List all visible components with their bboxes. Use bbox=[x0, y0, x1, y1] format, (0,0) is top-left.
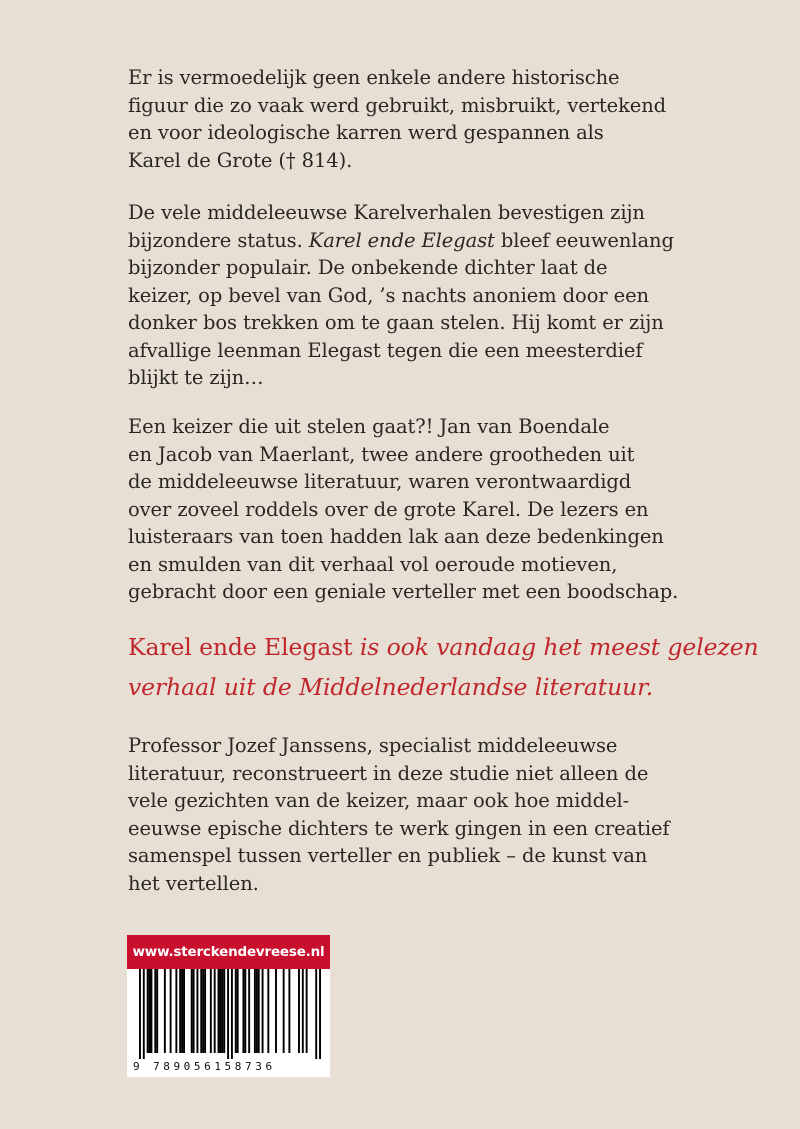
barcode-bar bbox=[223, 969, 225, 1053]
book-title-italic: Karel ende Elegast bbox=[308, 228, 495, 252]
text-segment: bleef eeuwenlang bbox=[494, 228, 674, 252]
barcode-bar bbox=[210, 969, 212, 1053]
barcode-label bbox=[127, 935, 330, 1077]
barcode-bar bbox=[179, 969, 181, 1053]
barcode-bar bbox=[319, 969, 321, 1059]
highlight-book-title: Karel ende Elegast bbox=[128, 633, 353, 661]
barcode-bar bbox=[156, 969, 158, 1053]
barcode-bar bbox=[164, 969, 166, 1053]
barcode-bar bbox=[227, 969, 229, 1059]
text-line: De vele middeleeuwse Karelverhalen bevestigen zijn bbox=[128, 201, 645, 224]
barcode-bars bbox=[139, 969, 321, 1059]
text-line: figuur die zo vaak werd gebruikt, misbruikt, vertekend bbox=[128, 93, 667, 117]
barcode-bar bbox=[306, 969, 308, 1053]
text-line: bijzonder populair. De onbekende dichter laat de bbox=[128, 256, 608, 279]
barcode-bar bbox=[196, 969, 198, 1053]
barcode-bar bbox=[139, 969, 141, 1059]
barcode-bar bbox=[183, 969, 185, 1053]
barcode-bar bbox=[181, 969, 183, 1053]
barcode-bar bbox=[288, 969, 290, 1053]
text-line: en smulden van dit verhaal vol oeroude motieven, bbox=[128, 552, 618, 576]
barcode-bar bbox=[235, 969, 237, 1053]
barcode-bar bbox=[149, 969, 151, 1053]
text-line: luisteraars van toen hadden lak aan deze bedenkingen bbox=[128, 525, 664, 548]
text-line: vele gezichten van de keizer, maar ook hoe middel- bbox=[128, 789, 630, 812]
barcode-bar bbox=[275, 969, 277, 1053]
barcode-bar bbox=[150, 969, 152, 1053]
text-line: over zoveel roddels over de grote Karel. De lezers en bbox=[128, 497, 649, 521]
text-line: de middeleeuwse literatuur, waren verontwaardigd bbox=[128, 470, 632, 493]
highlight-line: verhaal uit de Middelnederlandse literatuur. bbox=[128, 673, 654, 701]
text-line: samenspel tussen verteller en publiek – de kunst van bbox=[128, 844, 648, 867]
barcode-bar bbox=[242, 969, 244, 1053]
barcode-bar bbox=[147, 969, 149, 1053]
barcode-bar bbox=[237, 969, 239, 1053]
karelverhalen-paragraph bbox=[128, 199, 674, 392]
text-line: blijkt te zijn… bbox=[128, 366, 264, 389]
barcode-bar bbox=[143, 969, 145, 1059]
text-line: Professor Jozef Janssens, specialist middeleeuwse bbox=[128, 734, 618, 757]
text-line: het vertellen. bbox=[128, 871, 259, 895]
barcode-bar bbox=[267, 969, 269, 1053]
text-line: afvallige leenman Elegast tegen die een meesterdief bbox=[128, 338, 643, 362]
highlight-quote bbox=[128, 627, 759, 707]
barcode-bar bbox=[191, 969, 193, 1053]
barcode-bar bbox=[214, 969, 216, 1053]
barcode-bar bbox=[315, 969, 317, 1059]
text-line: keizer, op bevel van God, ’s nachts anoniem door een bbox=[128, 283, 649, 307]
publisher-url: www.sterckendevreese.nl bbox=[127, 935, 330, 969]
text-line-with-title bbox=[128, 227, 674, 255]
barcode-bar bbox=[193, 969, 195, 1053]
barcode-bar bbox=[218, 969, 220, 1053]
author-paragraph bbox=[128, 732, 670, 897]
barcode-bar bbox=[254, 969, 256, 1053]
text-line: eeuwse epische dichters te werk gingen in een creatief bbox=[128, 816, 670, 840]
barcode-bar bbox=[204, 969, 206, 1053]
text-line: literatuur, reconstrueert in deze studie niet alleen de bbox=[128, 761, 649, 785]
barcode-bar bbox=[302, 969, 304, 1053]
barcode-bar bbox=[256, 969, 258, 1053]
highlight-italic-text: is ook vandaag het meest gelezen bbox=[352, 633, 759, 661]
highlight-line bbox=[128, 627, 759, 667]
barcode-bar bbox=[244, 969, 246, 1053]
barcode-bar bbox=[231, 969, 233, 1059]
barcode-bar bbox=[219, 969, 221, 1053]
text-line: en voor ideologische karren werd gespannen als bbox=[128, 121, 604, 144]
barcode-bar bbox=[154, 969, 156, 1053]
barcode-first-digit: 9 bbox=[133, 1060, 140, 1073]
barcode-bar bbox=[202, 969, 204, 1053]
text-line: gebracht door een geniale verteller met een boodschap. bbox=[128, 580, 679, 603]
barcode-bar bbox=[248, 969, 250, 1053]
barcode-bar bbox=[258, 969, 260, 1053]
barcode-bar bbox=[298, 969, 300, 1053]
barcode-bar bbox=[170, 969, 172, 1053]
barcode-bar bbox=[200, 969, 202, 1053]
text-line: en Jacob van Maerlant, twee andere grootheden uit bbox=[128, 442, 635, 466]
text-segment: bijzondere status. bbox=[128, 228, 309, 252]
barcode-bar bbox=[283, 969, 285, 1053]
barcode-digits: 789056158736 bbox=[153, 1060, 276, 1073]
barcode-bar bbox=[175, 969, 177, 1053]
intro-paragraph bbox=[128, 64, 667, 174]
text-line: Er is vermoedelijk geen enkele andere historische bbox=[128, 66, 620, 89]
text-line: Een keizer die uit stelen gaat?! Jan van Boendale bbox=[128, 415, 610, 438]
barcode-bar bbox=[262, 969, 264, 1053]
barcode-bar bbox=[221, 969, 223, 1053]
text-line: donker bos trekken om te gaan stelen. Hij komt er zijn bbox=[128, 311, 664, 334]
text-line: Karel de Grote († 814). bbox=[128, 148, 353, 172]
keizer-paragraph bbox=[128, 413, 679, 606]
barcode-number bbox=[133, 1059, 325, 1075]
